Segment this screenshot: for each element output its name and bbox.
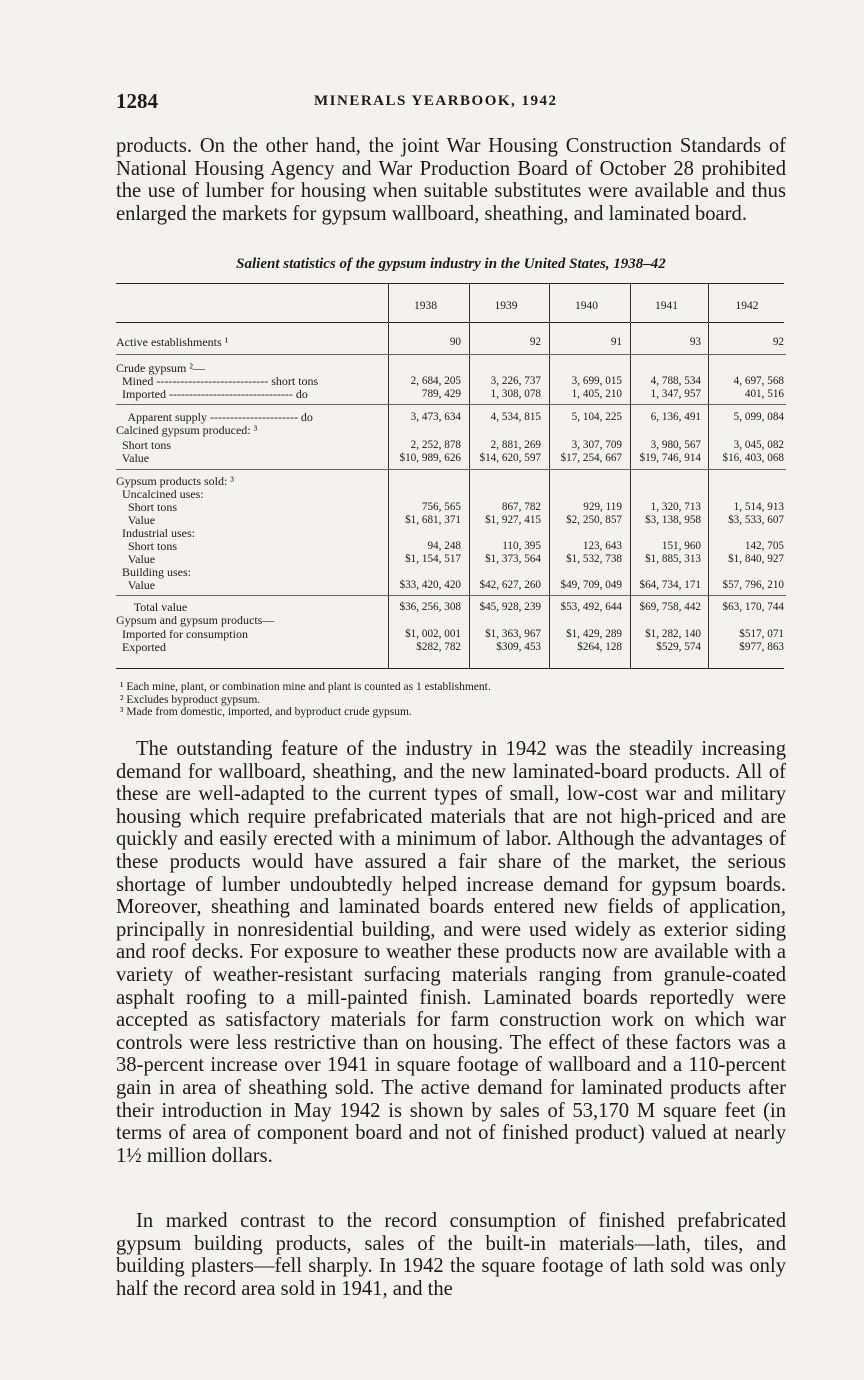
table-cell: $529, 574 — [656, 641, 701, 653]
row-label: Short tons — [116, 500, 178, 514]
table-cell: 1, 405, 210 — [571, 388, 622, 400]
table-cell: $1, 282, 140 — [645, 628, 701, 640]
table-cell: 4, 697, 568 — [733, 375, 784, 387]
footnote: ² Excludes byproduct gypsum. — [120, 693, 261, 706]
table-cell: 1, 347, 957 — [650, 388, 701, 400]
body-paragraph-3: In marked contrast to the record consumption of finished prefabricated gypsum building products, sales of the built-in materials—lath, tiles, and building plasters—fell sharply. In 1942 the square footage of lath sold was only half the record area sold in 1941, and the — [116, 1210, 786, 1300]
table-cell: $1, 373, 564 — [485, 553, 541, 565]
page-number: 1284 — [116, 89, 158, 113]
group-separator — [116, 354, 786, 355]
table-cell: $36, 256, 308 — [399, 601, 461, 613]
row-label: Building uses: — [116, 565, 192, 579]
table-cell: $309, 453 — [496, 641, 541, 653]
row-label: Value — [116, 578, 156, 592]
table-cell: 789, 429 — [421, 388, 461, 400]
row-label: Total value — [116, 600, 188, 614]
table-cell: 5, 099, 084 — [733, 411, 784, 423]
table-cell: $1, 681, 371 — [405, 514, 461, 526]
row-label: Gypsum products sold: ³ — [116, 474, 234, 488]
table-cell: $33, 420, 420 — [399, 579, 461, 591]
table-cell: 4, 534, 815 — [490, 411, 541, 423]
table-cell: 929, 119 — [583, 501, 622, 513]
table-cell: 3, 307, 709 — [571, 439, 622, 451]
table-cell: 1, 320, 713 — [650, 501, 701, 513]
table-cell: 92 — [772, 336, 784, 348]
year-header: 1938 — [414, 300, 437, 312]
table-cell: 142, 705 — [744, 540, 784, 552]
table-cell: 3, 226, 737 — [490, 375, 541, 387]
table-cell: 1, 308, 078 — [490, 388, 541, 400]
table-cell: $3, 138, 958 — [645, 514, 701, 526]
table-cell: $3, 533, 607 — [728, 514, 784, 526]
table-cell: $264, 128 — [577, 641, 622, 653]
table-cell: 6, 136, 491 — [650, 411, 701, 423]
row-label: Calcined gypsum produced: ³ — [116, 423, 258, 437]
table-cell: 4, 788, 534 — [650, 375, 701, 387]
row-label: Apparent supply ---------------------- do — [116, 410, 313, 424]
row-label: Crude gypsum ²— — [116, 361, 205, 375]
table-cell: 2, 881, 269 — [490, 439, 541, 451]
table-cell: $14, 620, 597 — [479, 452, 541, 464]
table-cell: $64, 734, 171 — [639, 579, 701, 591]
table-cell: $69, 758, 442 — [639, 601, 701, 613]
year-header: 1941 — [655, 300, 678, 312]
row-label: Uncalcined uses: — [116, 487, 204, 501]
table-cell: $63, 170, 744 — [722, 601, 784, 613]
table-cell: $17, 254, 667 — [560, 452, 622, 464]
table-cell: 90 — [449, 336, 461, 348]
table-cell: 151, 960 — [661, 540, 701, 552]
table-cell: $53, 492, 644 — [560, 601, 622, 613]
table-cell: 110, 395 — [502, 540, 541, 552]
table-cell: 867, 782 — [501, 501, 541, 513]
table-cell: $42, 627, 260 — [479, 579, 541, 591]
row-label: Value — [116, 451, 150, 465]
row-label: Active establishments ¹ — [116, 335, 229, 349]
table-cell: 94, 248 — [427, 540, 461, 552]
year-header: 1939 — [494, 300, 518, 312]
table-cell: $1, 429, 289 — [566, 628, 622, 640]
row-label: Value — [116, 513, 156, 527]
table-cell: $1, 885, 313 — [645, 553, 701, 565]
table-bottom-rule — [116, 668, 784, 669]
table-cell: $1, 154, 517 — [405, 553, 461, 565]
row-label: Mined ---------------------------- short tons — [116, 374, 319, 388]
table-cell: 3, 473, 634 — [410, 411, 461, 423]
table-cell: $282, 782 — [416, 641, 461, 653]
table-cell: $1, 840, 927 — [728, 553, 784, 565]
table-cell: 2, 252, 878 — [410, 439, 461, 451]
table-cell: $977, 863 — [739, 641, 784, 653]
year-header: 1940 — [575, 300, 598, 312]
table-cell: $517, 071 — [739, 628, 784, 640]
header-bottom-rule — [116, 322, 784, 323]
table-cell: 91 — [610, 336, 622, 348]
table-cell: $57, 796, 210 — [722, 579, 784, 591]
body-paragraph-2: The outstanding feature of the industry in 1942 was the steadily increasing demand for wallboard, sheathing, and the new laminated-board products. All of these are well-adapted to the current types of small, low-cost war and military housing which require prefabricated materials that are not high-priced and are quickly and easily erected with a minimum of labor. Although the advantages of these products would have assured a fair share of the market, the serious shortage of lumber undoubtedly helped increase demand for gypsum boards. Moreover, sheathing and laminated boards entered new fields of application, principally in nonresidential building, and were used widely as exterior siding and roof decks. For exposure to weather these products now are available with a variety of weather-resistant surfacing materials ranging from granule-coated asphalt roofing to a mill-painted finish. Laminated boards reportedly were accepted as satisfactory materials for farm construction work on which war controls were less restrictive than on housing. The effect of these factors was a 38-percent increase over 1941 in square footage of wallboard and a 110-percent gain in area of sheathing sold. The active demand for laminated products after their introduction in May 1942 is shown by sales of 53,170 M square feet (in terms of area of component board and not of finished product) valued at nearly 1½ million dollars. — [116, 738, 786, 1167]
table-cell: 123, 643 — [582, 540, 622, 552]
page-header — [116, 89, 786, 117]
table-cell: $45, 928, 239 — [479, 601, 541, 613]
table-cell: 92 — [529, 336, 541, 348]
table-cell: 5, 104, 225 — [571, 411, 622, 423]
group-separator — [116, 404, 786, 405]
table-cell: 401, 516 — [744, 388, 784, 400]
table-cell: 93 — [689, 336, 701, 348]
row-label: Value — [116, 552, 156, 566]
row-label: Industrial uses: — [116, 526, 195, 540]
table-cell: $10, 989, 626 — [399, 452, 461, 464]
group-separator — [116, 469, 786, 470]
table-caption: Salient statistics of the gypsum industry in the United States, 1938–42 — [236, 256, 666, 272]
table-cell: 3, 699, 015 — [571, 375, 622, 387]
row-label: Short tons — [116, 539, 178, 553]
year-header: 1942 — [735, 300, 759, 312]
table-cell: $49, 709, 049 — [560, 579, 622, 591]
row-label: Short tons — [116, 438, 172, 452]
row-label: Imported for consumption — [116, 627, 248, 641]
table-cell: $1, 363, 967 — [485, 628, 541, 640]
footnote: ¹ Each mine, plant, or combination mine and plant is counted as 1 establishment. — [120, 681, 491, 693]
running-head: MINERALS YEARBOOK, 1942 — [314, 93, 558, 109]
table-cell: 3, 980, 567 — [650, 439, 701, 451]
table-cell: $2, 250, 857 — [566, 514, 622, 526]
row-label: Exported — [116, 640, 166, 654]
table-cell: $1, 532, 738 — [566, 553, 622, 565]
table-cell: 3, 045, 082 — [733, 439, 784, 451]
table-cell: $1, 002, 001 — [405, 628, 461, 640]
row-label: Imported ------------------------------- do — [116, 387, 308, 401]
table-top-rule — [116, 283, 784, 284]
table-cell: 2, 684, 205 — [410, 375, 461, 387]
intro-paragraph: products. On the other hand, the joint War Housing Construction Standards of National Housing Agency and War Production Board of October 28 prohibited the use of lumber for housing when suitable substitutes were available and thus enlarged the markets for gypsum wallboard, sheathing, and laminated board. — [116, 135, 786, 225]
table-cell: 756, 565 — [421, 501, 461, 513]
footnote: ³ Made from domestic, imported, and byproduct crude gypsum. — [120, 706, 412, 718]
table-cell: $16, 403, 068 — [722, 452, 784, 464]
group-separator — [116, 595, 786, 596]
table-cell: $1, 927, 415 — [485, 514, 541, 526]
table-cell: 1, 514, 913 — [733, 501, 784, 513]
table-cell: $19, 746, 914 — [639, 452, 701, 464]
row-label: Gypsum and gypsum products— — [116, 613, 275, 627]
